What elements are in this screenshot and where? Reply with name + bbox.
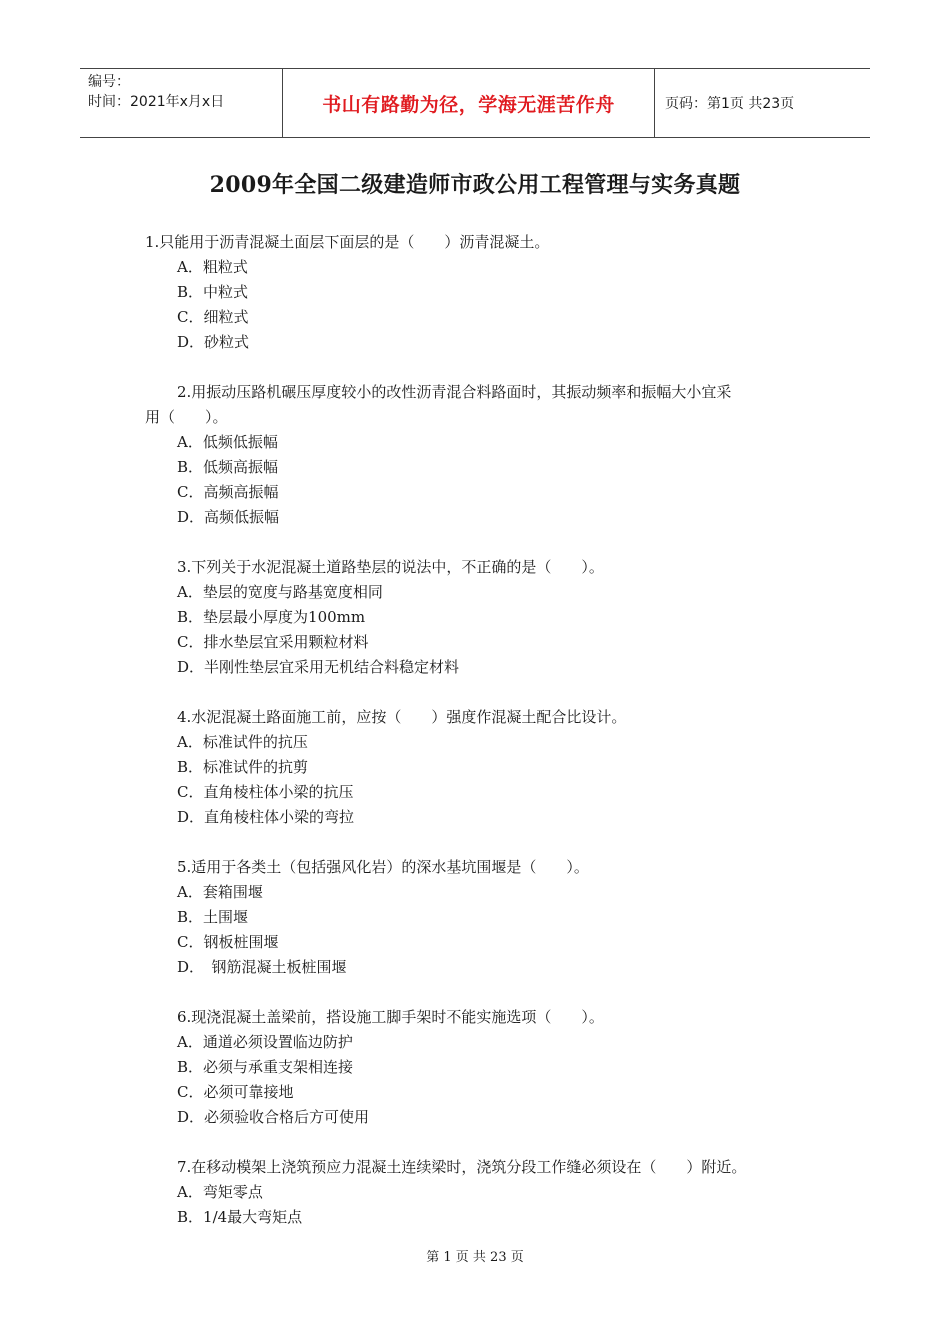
question-text: 6.现浇混凝土盖梁前，搭设施工脚手架时不能实施选项（ ）。: [177, 1008, 604, 1026]
question-text-cont: 用（ ）。: [145, 408, 228, 426]
document-title: 2009年全国二级建造师市政公用工程管理与实务真题: [209, 172, 741, 198]
option-c: C．钢板桩围堰: [177, 933, 279, 951]
question-3: [145, 555, 815, 680]
option-d: D．半刚性垫层宜采用无机结合料稳定材料: [177, 658, 460, 676]
option-c: C．排水垫层宜采用颗粒材料: [177, 633, 369, 651]
option-a: A．标准试件的抗压: [177, 733, 308, 751]
option-b: B．必须与承重支架相连接: [177, 1058, 354, 1076]
option-b: B．低频高振幅: [177, 458, 279, 476]
option-b: B．垫层最小厚度为100mm: [177, 608, 366, 626]
question-4: [145, 705, 815, 830]
page-header: [80, 68, 870, 138]
option-d: D．砂粒式: [177, 333, 250, 351]
option-a: A．垫层的宽度与路基宽度相同: [177, 583, 383, 601]
option-a: A．粗粒式: [177, 258, 248, 276]
question-6: [145, 1005, 815, 1130]
header-page-info: 页码：第1页 共23页: [665, 96, 795, 112]
question-text: 2.用振动压路机碾压厚度较小的改性沥青混合料路面时，其振动频率和振幅大小宜采: [177, 383, 732, 401]
option-a: A．套箱围堰: [177, 883, 263, 901]
question-text: 7.在移动模架上浇筑预应力混凝土连续梁时，浇筑分段工作缝必须设在（ ）附近。: [177, 1158, 747, 1176]
option-b: B．土围堰: [177, 908, 249, 926]
option-a: A．弯矩零点: [177, 1183, 263, 1201]
serial-label: 编号：: [88, 74, 130, 90]
header-motto: 书山有路勤为径，学海无涯苦作舟: [282, 69, 655, 137]
option-c: C．直角棱柱体小梁的抗压: [177, 783, 354, 801]
question-1: [145, 230, 815, 355]
question-5: [145, 855, 815, 980]
option-c: C．必须可靠接地: [177, 1083, 294, 1101]
option-d: D．直角棱柱体小梁的弯拉: [177, 808, 355, 826]
option-b: B．标准试件的抗剪: [177, 758, 309, 776]
option-a: A．低频低振幅: [177, 433, 278, 451]
option-c: C．细粒式: [177, 308, 249, 326]
option-d: D． 钢筋混凝土板桩围堰: [177, 958, 347, 976]
option-d: D．必须验收合格后方可使用: [177, 1108, 370, 1126]
question-text: 4.水泥混凝土路面施工前，应按（ ）强度作混凝土配合比设计。: [177, 708, 627, 726]
option-c: C．高频高振幅: [177, 483, 279, 501]
option-a: A．通道必须设置临边防护: [177, 1033, 353, 1051]
option-b: B．1/4最大弯矩点: [177, 1208, 303, 1226]
question-list: [145, 230, 815, 1255]
question-text: 1.只能用于沥青混凝土面层下面层的是（ ）沥青混凝土。: [145, 233, 550, 251]
option-d: D．高频低振幅: [177, 508, 280, 526]
time-label: 时间：2021年x月x日: [88, 94, 225, 110]
question-2: [145, 380, 815, 530]
question-text: 5.适用于各类土（包括强风化岩）的深水基坑围堰是（ ）。: [177, 858, 589, 876]
option-b: B．中粒式: [177, 283, 249, 301]
page-footer: 第 1 页 共 23 页: [426, 1250, 524, 1265]
question-7: [145, 1155, 815, 1230]
header-meta: [80, 69, 282, 137]
question-text: 3.下列关于水泥混凝土道路垫层的说法中，不正确的是（ ）。: [177, 558, 604, 576]
